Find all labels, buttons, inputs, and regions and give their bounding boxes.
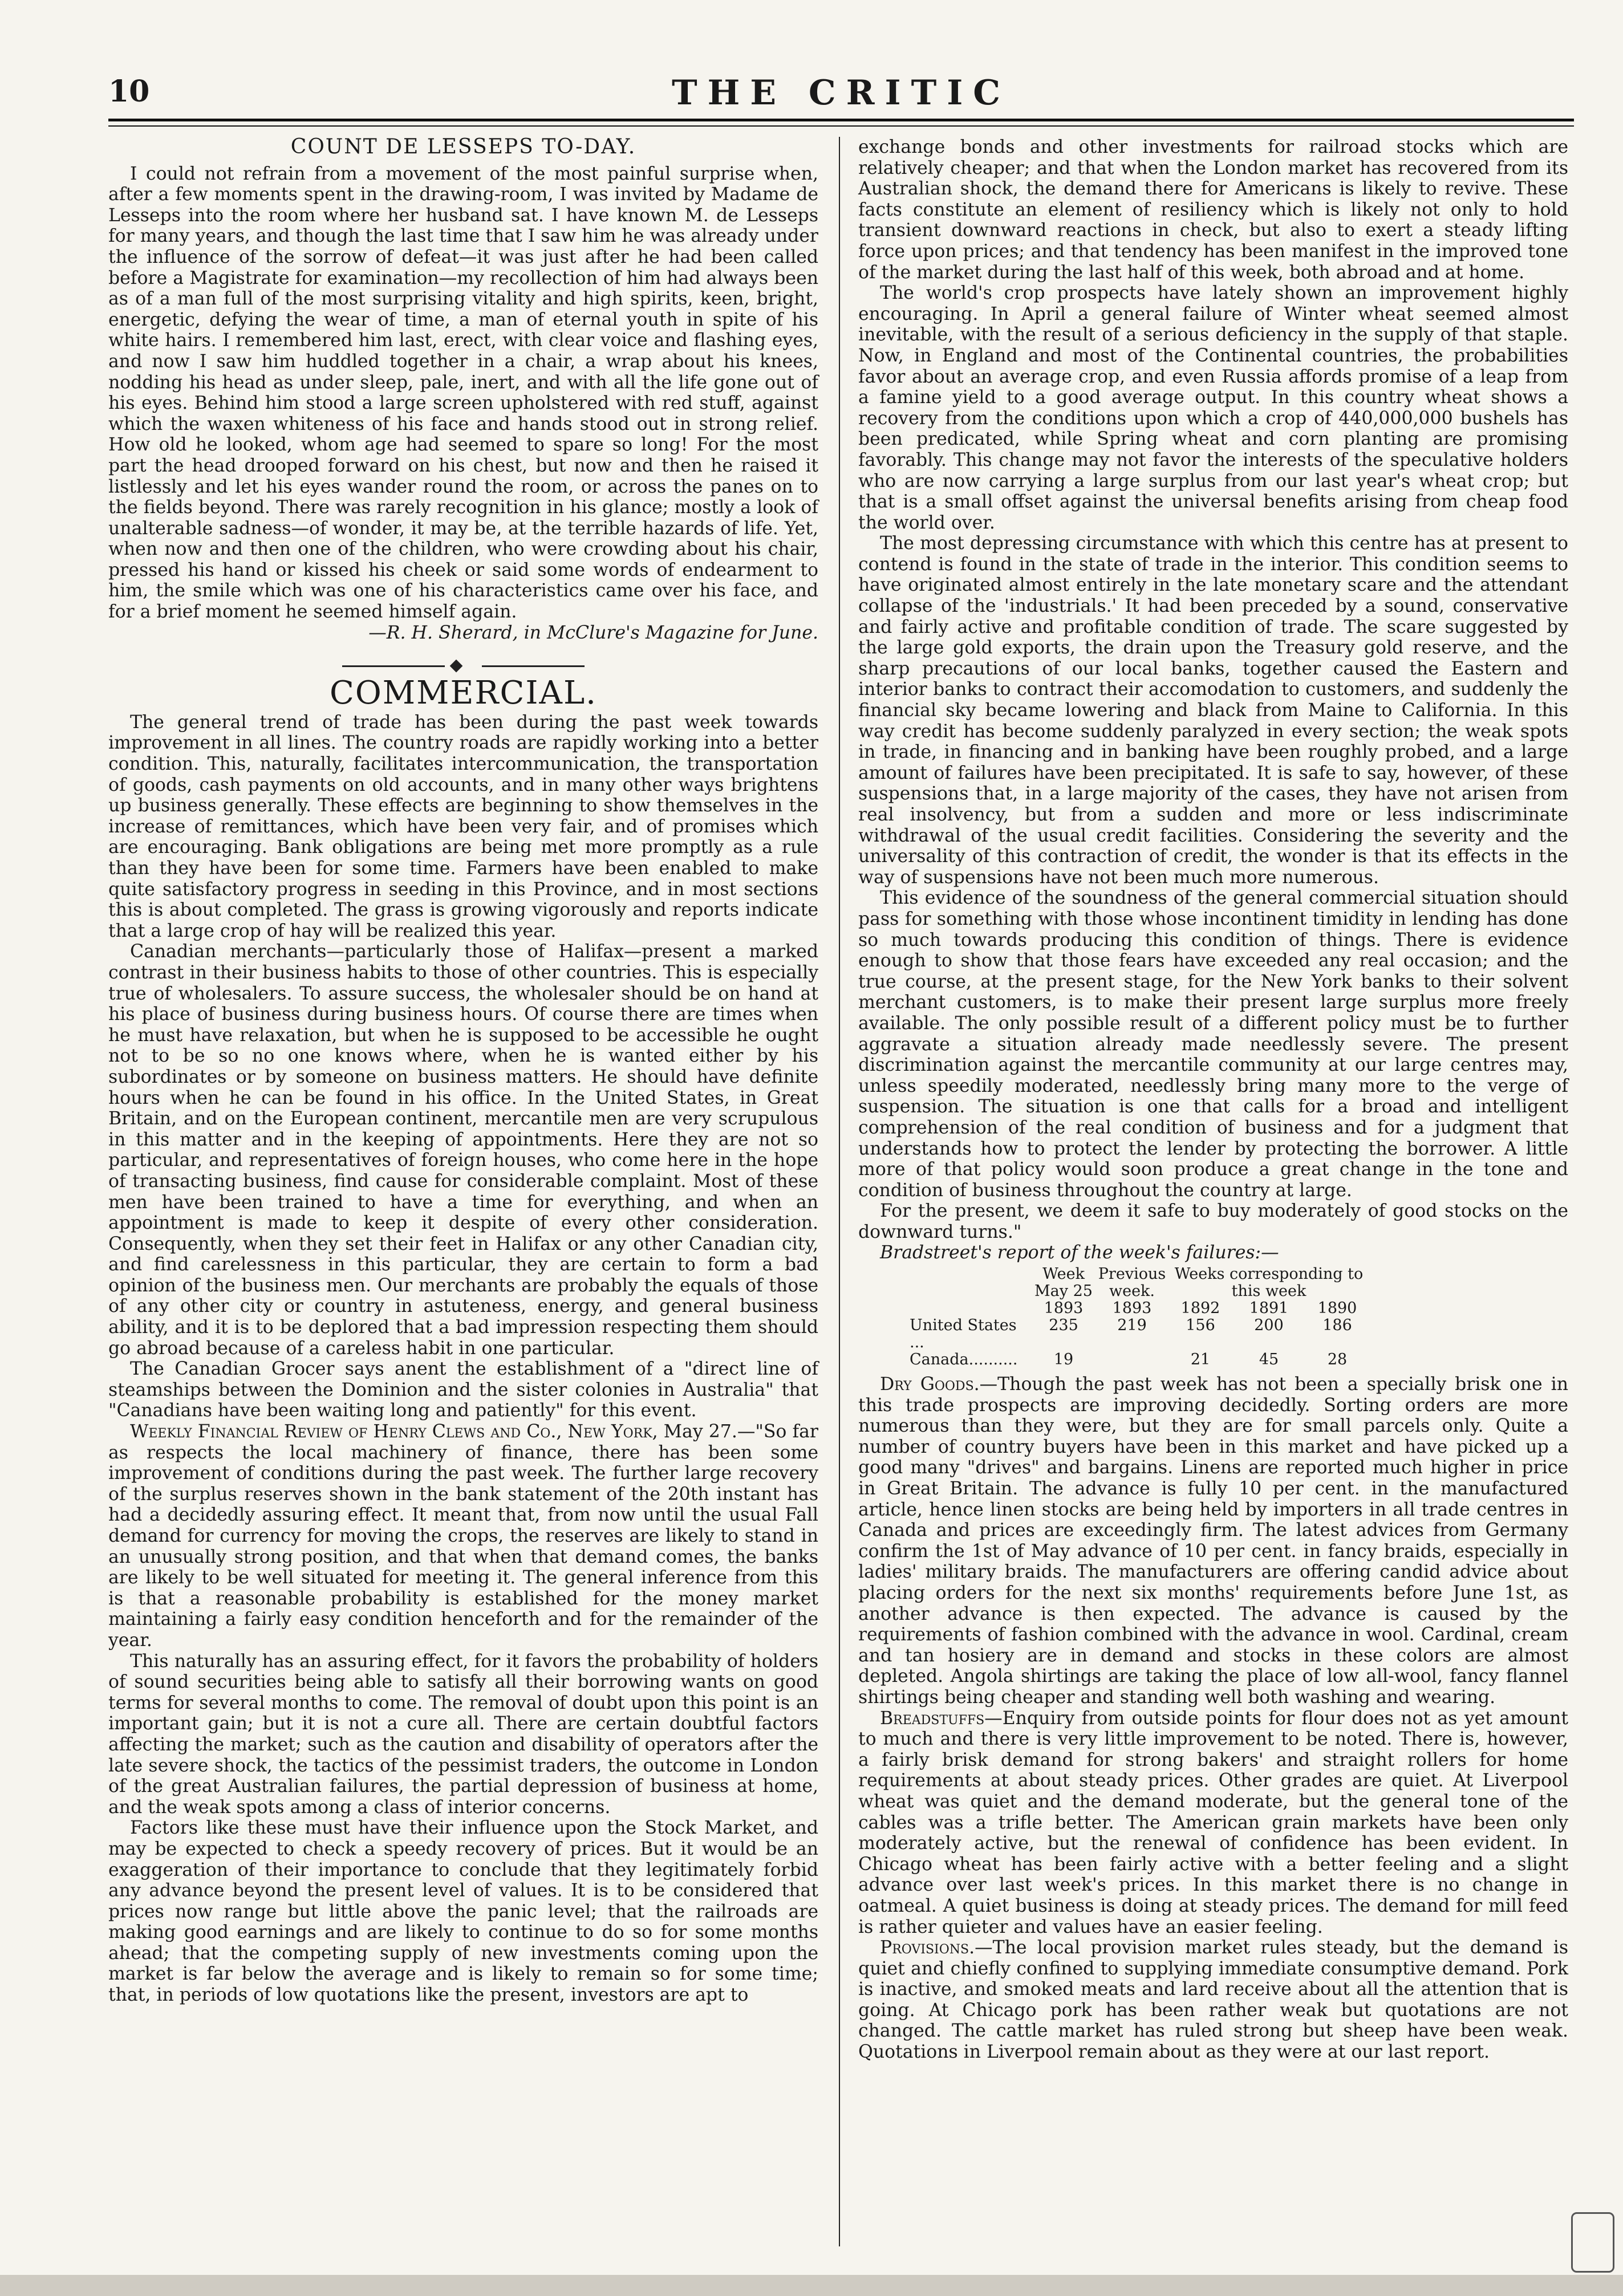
continuation-paragraph: exchange bonds and other investments for railroad stocks which are relatively cheaper; and that when the London market has recovered from its Australian shock, the demand there for Americans is likely to revive. These facts constitute an element of resiliency which is likely not only to hold transient downward reactions in check, but also to exert a steady lifting force upon prices; and that tendency has been manifest in the improved tone of the market during the last half of this week, both abroad and at home.	[858, 137, 1568, 283]
commercial-paragraph-trend: The general trend of trade has been during the past week towards improvement in all lines. The country roads are rapidly working into a better condition. This, naturally, facilitates intercommunication, the transportation of goods, cash payments on old accounts, and in many other ways brightens up business generally. These effects are beginning to show themselves in the increase of remittances, which have been very fair, and of promises which are encouraging. Bank obligations are being met more promptly as a rule than they have been for some time. Farmers have been enabled to make quite satisfactory progress in seeding in this Province, and in most sections this is about completed. The grass is growing vigorously and reports indicate that a large crop of hay will be realized this year.	[108, 712, 818, 941]
ornament-diamond	[450, 660, 463, 673]
header-rule-thick	[108, 119, 1574, 121]
margin-mark-icon	[1571, 2212, 1614, 2273]
breadstuffs-lead: Breadstuffs	[880, 1708, 985, 1729]
interior-trade-paragraph: The most depressing circumstance with which this centre has at present to contend is found in the state of trade in the interior. This condition seems to have originated almost entirely in the late monetary scare and the attendant collapse of the 'industrials.' It had been preceded by a sound, conservative and fairly active and profitable condition of trade. The scare suggested by the large gold exports, the drain upon the Treasury gold reserve, and the sharp precautions of our local banks, together caused the Eastern and interior banks to contract their accomodation to customers, and suddenly the financial sky became lowering and black from Maine to California. In this way credit has become suddenly paralyzed in every section; the weak spots in trade, in financing and in banking have been roughly probed, and a large amount of failures have been precipitated. It is safe to say, however, of these suspensions that, in a large majority of the cases, they have not arisen from real insolvency, but from a sudden and more or less indiscriminate withdrawal of the usual credit facilities. Considering the severity and the universality of this contraction of credit, the wonder is that its effects in the way of suspensions have not been much more numerous.	[858, 533, 1568, 888]
left-column	[108, 137, 818, 2006]
failures-table-header-2: May 25 week. this week	[1034, 1282, 1306, 1301]
provisions-paragraph	[858, 1937, 1568, 2063]
commercial-paragraph-assuring: This naturally has an assuring effect, for it favors the probability of holders of sound securities being able to satisfy all their borrowing wants on good terms for several months to come. The removal of doubt upon this point is an important gain; but it is not a cure all. There are certain doubtful factors affecting the market; such as the caution and disability of operators after the late severe shock, the tactics of the pessimist traders, the outcome in London of the great Australian failures, the partial depression of business at home, and the weak spots among a class of interior concerns.	[108, 1651, 818, 1818]
dry-goods-lead: Dry Goods.	[880, 1374, 980, 1395]
commercial-paragraph-merchants: Canadian merchants—particularly those of Halifax—present a marked contrast in their business habits to those of other countries. This is especially true of wholesalers. To assure success, the wholesaler should be on hand at his place of business during business hours. Of course there are times when he must have relaxation, but when he is supposed to be accessible he ought not to be so no one knows where, when he is wanted either by his subordinates or by someone on business matters. He should have definite hours when he can be found in his office. In the United States, in Great Britain, and on the European continent, mercantile men are very scrupulous in this matter and in the keeping of appointments. Here they are not so particular, and representatives of foreign houses, who come here in the hope of transacting business, find cause for considerable complaint. Most of these men have been trained to have a time for everything, and when an appointment is made to keep it despite of every other consideration. Consequently, when they set their feet in Halifax or any other Canadian city, and find carelessness in this particular, they are certain to form a bad opinion of the business men. Our merchants are probably the equals of those of any other city or country in astuteness, energy, and general business ability, and it is to be deplored that a bad impression respecting them should go abroad because of a careless habit in one particular.	[108, 941, 818, 1359]
column-divider	[839, 137, 840, 2246]
page-header	[108, 63, 1574, 125]
lesseps-article-source: —R. H. Sherard, in McClure's Magazine for June.	[368, 622, 818, 643]
commercial-paragraph-clews	[108, 1421, 818, 1651]
dry-goods-text: —Though the past week has not been a specially brisk one in this trade prospects are improving decidedly. Sorting orders are more numerous than they were, but they are for small parcels only. Quite a number of country buyers have been in this market and have picked up a good many "drives" and bargains. Linens are reported much higher in price in Great Britain. The advance is fully 10 per cent. in the manufactured article, hence linen stocks are being held by importers in all trade centres in Canada and prices are exceedingly firm. The latest advices from Germany confirm the 1st of May advance of 10 per cent. in fancy braids, especially in ladies' military braids. The manufacturers are offering candid advice about placing orders for the next six months' requirements before June 1st, as another advance is then expected. The advance is caused by the requirements of fashion combined with the advance in wool. Cardinal, cream and tan hosiery are in demand and stocks in these colors are almost depleted. Angola shirtings are taking the place of low all-wool, fancy flannel shirtings being cheaper and standing well both washing and wearing.	[858, 1374, 1568, 1708]
ornament-line-right	[482, 665, 585, 667]
ornament-line-left	[342, 665, 445, 667]
provisions-lead: Provisions.	[880, 1937, 975, 1958]
newspaper-page	[108, 63, 1574, 2264]
soundness-paragraph: This evidence of the soundness of the general commercial situation should pass for something with those whose incontinent timidity in lending has done so much towards producing this condition of things. There is evidence enough to show that those fears have exceeded any real occasion; and the true course, at the present stage, for the New York banks to their solvent merchant customers, is to make their present large surplus more freely available. The only possible result of a different policy must be to further aggravate a situation already made needlessly severe. The present discrimination against the mercantile community at our large centres may, unless speedily moderated, needlessly bring many more to the verge of suspension. The situation is one that calls for a broad and intelligent comprehension of the real condition of business and for a judgment that understands how to protect the lender by protecting the borrower. A little more of that policy would soon produce a great change in the tone and condition of business throughout the country at large.	[858, 888, 1568, 1201]
scan-bottom-edge	[0, 2275, 1623, 2296]
table-row: United States ... 235 219 156 200 186	[910, 1316, 1352, 1352]
section-ornament	[108, 660, 818, 672]
commercial-section-title: COMMERCIAL.	[330, 674, 597, 712]
bradstreet-intro: Bradstreet's report of the week's failures:—	[880, 1242, 1279, 1263]
breadstuffs-paragraph	[858, 1708, 1568, 1938]
present-advice-paragraph: For the present, we deem it safe to buy moderately of good stocks on the downward turns."	[858, 1201, 1568, 1242]
masthead-title: THE CRITIC	[671, 73, 1011, 113]
right-column	[858, 137, 1568, 2063]
failures-table-years: 1893 1893 1892 1891 1890	[1044, 1299, 1357, 1318]
clews-lead: Weekly Financial Review of Henry Clews and Co., New York,	[130, 1421, 658, 1442]
commercial-paragraph-steamships: The Canadian Grocer says anent the establishment of a "direct line of steamships between the Dominion and the sister colonies in Australia" that "Canadians have been waiting long and patiently" for this event.	[108, 1359, 818, 1421]
clews-text: May 27.—"So far as respects the local machinery of finance, there has been some improvement of conditions during the past week. The further large recovery of the surplus reserves shown in the bank statement of the 20th instant has had a decidedly assuring effect. It meant that, from now until the usual Fall demand for currency for moving the crops, the reserves are likely to stand in an unusually strong position, and that when that demand comes, the banks are likely to be well situated for meeting it. The general inference from this is that a reasonable probability is established for the money market maintaining a fairly easy condition henceforth and for the remainder of the year.	[108, 1421, 818, 1651]
breadstuffs-text: —Enquiry from outside points for flour does not as yet amount to much and there is very little improvement to be noted. There is, however, a fairly brisk demand for strong bakers' and straight rollers for home requirements at about steady prices. Other grades are quiet. At Liverpool wheat was quiet and the demand moderate, but the general tone of the cables was a trifle better. The American grain markets have been only moderately active, but the renewal of confidence has been evident. In Chicago wheat has been fairly active with a better feeling and a slight advance over last week's prices. In this market there is no change in oatmeal. A quiet business is doing at steady prices. The demand for mill feed is rather quieter and values have an easier feeling.	[858, 1708, 1568, 1937]
failures-table	[910, 1266, 1568, 1368]
page-number: 10	[108, 74, 150, 109]
failures-table-header-1: Week Previous Weeks corresponding to	[1042, 1265, 1364, 1283]
table-row: Canada.......... 19 21 45 28	[910, 1351, 1348, 1369]
provisions-text: —The local provision market rules steady, but the demand is quiet and chiefly confined to supplying immediate consumptive demand. Pork is inactive, and smoked meats and lard receive about all the attention that is going. At Chicago pork has been rather weak but quotations are not changed. The cattle market has ruled strong but sheep have been weak. Quotations in Liverpool remain about as they were at our last report.	[858, 1937, 1568, 2063]
crop-prospects-paragraph: The world's crop prospects have lately shown an improvement highly encouraging. In April a general failure of Winter wheat seemed almost inevitable, with the result of a serious deficiency in the supply of that staple. Now, in England and most of the Continental countries, the probabilities favor about an average crop, and even Russia affords promise of a leap from a famine yield to a good average output. In this country wheat shows a recovery from the conditions upon which a crop of 440,000,000 bushels has been predicated, while Spring wheat and corn planting are promising favorably. This change may not favor the interests of the speculative holders who are now carrying a large surplus from our last year's wheat crop; but that is a small offset against the universal benefits arising from cheap food the world over.	[858, 283, 1568, 533]
header-rule-thin	[108, 125, 1574, 127]
dry-goods-paragraph	[858, 1374, 1568, 1708]
lesseps-article-body: I could not refrain from a movement of the most painful surprise when, after a few moments spent in the drawing-room, I was invited by Madame de Lesseps into the room where her husband sat. I have known M. de Lesseps for many years, and though the last time that I saw him he was already under the influence of the sorrow of defeat—it was just after he had been called before a Magistrate for examination—my recollection of him had always been as of a man full of the most surprising vitality and high spirits, keen, bright, energetic, defying the wear of time, a man of eternal youth in spite of his white hairs. I remembered him last, erect, with clear voice and flashing eyes, and now I saw him huddled together in a chair, a wrap about his knees, nodding his head as under sleep, pale, inert, and with all the life gone out of his eyes. Behind him stood a large screen upholstered with red stuff, against which the waxen whiteness of his face and hands stood out in strong relief. How old he looked, whom age had seemed to spare so long! For the most part the head drooped forward on his chest, but now and then he raised it listlessly and let his eyes wander round the room, or across the panes on to the fields beyond. There was rarely recognition in his glance; mostly a look of unalterable sadness—of wonder, it may be, at the terrible hazards of life. Yet, when now and then one of the children, who were crowding about his chair, pressed his hand or kissed his cheek or said some words of endearment to him, the smile which was one of his characteristics came over his face, and for a brief moment he seemed himself again.	[108, 163, 818, 623]
lesseps-article-title: COUNT DE LESSEPS TO-DAY.	[290, 135, 636, 159]
commercial-paragraph-factors: Factors like these must have their influence upon the Stock Market, and may be expected to check a speedy recovery of prices. But it would be an exaggeration of their importance to conclude that they legitimately forbid any advance beyond the present level of values. It is to be considered that prices now range but little above the panic level; that the railroads are making good earnings and are likely to continue to do so for some months ahead; that the competing supply of new investments coming upon the market is far below the average and is likely to remain so for some time; that, in periods of low quotations like the present, investors are apt to	[108, 1818, 818, 2006]
